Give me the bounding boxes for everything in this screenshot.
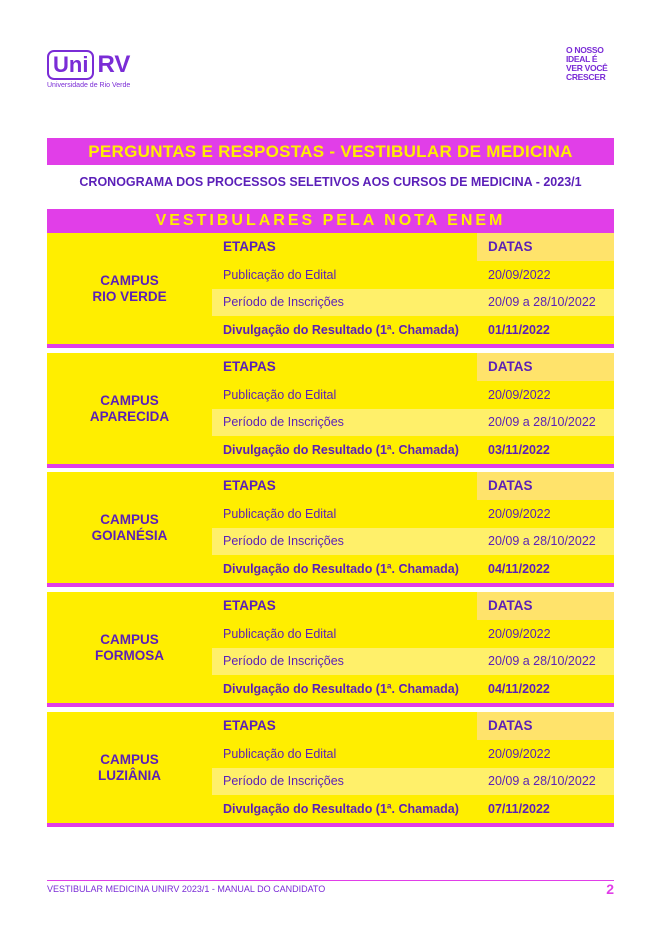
campus-name	[47, 472, 212, 583]
campus-city: LUZIÂNIA	[98, 767, 161, 783]
header-etapas: ETAPAS	[212, 353, 477, 381]
data-cell: 20/09 a 28/10/2022	[477, 409, 614, 437]
header-etapas: ETAPAS	[212, 472, 477, 500]
table-row	[212, 261, 614, 289]
table-row	[212, 675, 614, 703]
table-header-row	[212, 233, 614, 261]
campus-name	[47, 353, 212, 464]
etapa-cell: Período de Inscrições	[212, 409, 477, 437]
footer-text: VESTIBULAR MEDICINA UNIRV 2023/1 - MANUAL DO CANDIDATO	[47, 884, 326, 894]
etapa-cell: Período de Inscrições	[212, 289, 477, 317]
table-row	[212, 648, 614, 676]
data-cell: 07/11/2022	[477, 795, 614, 823]
header-etapas: ETAPAS	[212, 592, 477, 620]
campus-block-goianesia	[47, 472, 614, 587]
data-cell: 03/11/2022	[477, 436, 614, 464]
data-cell: 20/09/2022	[477, 620, 614, 648]
header-datas: DATAS	[477, 592, 614, 620]
page-subtitle: CRONOGRAMA DOS PROCESSOS SELETIVOS AOS CURSOS DE MEDICINA - 2023/1	[79, 175, 582, 189]
footer-divider	[47, 880, 614, 881]
table-row	[212, 500, 614, 528]
data-cell: 20/09/2022	[477, 261, 614, 289]
campus-block-rio-verde	[47, 233, 614, 348]
logo-subtitle: Universidade de Rio Verde	[47, 82, 131, 89]
table-header-row	[212, 592, 614, 620]
header-etapas: ETAPAS	[212, 233, 477, 261]
schedule-table	[212, 592, 614, 703]
schedule-table	[212, 233, 614, 344]
campus-label: CAMPUS	[100, 272, 159, 288]
data-cell: 20/09/2022	[477, 500, 614, 528]
etapa-cell: Período de Inscrições	[212, 528, 477, 556]
header-datas: DATAS	[477, 712, 614, 740]
table-row	[212, 740, 614, 768]
data-cell: 20/09/2022	[477, 740, 614, 768]
data-cell: 20/09 a 28/10/2022	[477, 648, 614, 676]
slogan-line: O NOSSO	[566, 45, 604, 55]
campus-city: APARECIDA	[89, 408, 170, 424]
campus-name	[47, 233, 212, 344]
campus-city: GOIANÉSIA	[91, 527, 168, 543]
logo-uni-text: Uni	[47, 50, 94, 80]
table-header-row	[212, 472, 614, 500]
campus-block-formosa	[47, 592, 614, 707]
table-row	[212, 620, 614, 648]
etapa-cell: Período de Inscrições	[212, 768, 477, 796]
campus-city: RIO VERDE	[92, 288, 167, 304]
header-datas: DATAS	[477, 233, 614, 261]
table-row	[212, 381, 614, 409]
campus-label: CAMPUS	[100, 392, 159, 408]
campus-block-aparecida	[47, 353, 614, 468]
slogan-line: CRESCER	[566, 72, 606, 82]
unirv-logo	[47, 50, 130, 89]
campus-label: CAMPUS	[100, 631, 159, 647]
logo-rv-text: RV	[97, 51, 131, 78]
schedule-table	[212, 353, 614, 464]
page-title: PERGUNTAS E RESPOSTAS - VESTIBULAR DE MEDICINA	[47, 138, 614, 165]
page-number: 2	[606, 881, 614, 897]
campus-label: CAMPUS	[100, 751, 159, 767]
etapa-cell: Publicação do Edital	[212, 740, 477, 768]
slogan-line: VER VOCÊ	[566, 63, 608, 73]
schedule-table	[212, 472, 614, 583]
slogan	[566, 46, 616, 82]
etapa-cell: Publicação do Edital	[212, 381, 477, 409]
etapa-cell: Divulgação do Resultado (1ª. Chamada)	[212, 675, 477, 703]
table-row	[212, 436, 614, 464]
table-header-row	[212, 712, 614, 740]
data-cell: 01/11/2022	[477, 316, 614, 344]
etapa-cell: Divulgação do Resultado (1ª. Chamada)	[212, 436, 477, 464]
data-cell: 20/09/2022	[477, 381, 614, 409]
header-datas: DATAS	[477, 472, 614, 500]
etapa-cell: Divulgação do Resultado (1ª. Chamada)	[212, 316, 477, 344]
etapa-cell: Publicação do Edital	[212, 261, 477, 289]
table-row	[212, 795, 614, 823]
schedule-table	[212, 712, 614, 823]
campus-block-luziania	[47, 712, 614, 827]
data-cell: 04/11/2022	[477, 555, 614, 583]
etapa-cell: Divulgação do Resultado (1ª. Chamada)	[212, 555, 477, 583]
data-cell: 04/11/2022	[477, 675, 614, 703]
etapa-cell: Publicação do Edital	[212, 620, 477, 648]
campus-name	[47, 592, 212, 703]
header-datas: DATAS	[477, 353, 614, 381]
section-header: VESTIBULARES PELA NOTA ENEM	[47, 209, 614, 233]
campus-city: FORMOSA	[95, 647, 164, 663]
data-cell: 20/09 a 28/10/2022	[477, 528, 614, 556]
etapa-cell: Divulgação do Resultado (1ª. Chamada)	[212, 795, 477, 823]
slogan-line: IDEAL É	[566, 54, 598, 64]
table-row	[212, 409, 614, 437]
data-cell: 20/09 a 28/10/2022	[477, 768, 614, 796]
data-cell: 20/09 a 28/10/2022	[477, 289, 614, 317]
table-row	[212, 316, 614, 344]
table-row	[212, 289, 614, 317]
table-row	[212, 528, 614, 556]
campus-name	[47, 712, 212, 823]
table-row	[212, 555, 614, 583]
table-header-row	[212, 353, 614, 381]
etapa-cell: Publicação do Edital	[212, 500, 477, 528]
campus-label: CAMPUS	[100, 511, 159, 527]
header-etapas: ETAPAS	[212, 712, 477, 740]
etapa-cell: Período de Inscrições	[212, 648, 477, 676]
table-row	[212, 768, 614, 796]
